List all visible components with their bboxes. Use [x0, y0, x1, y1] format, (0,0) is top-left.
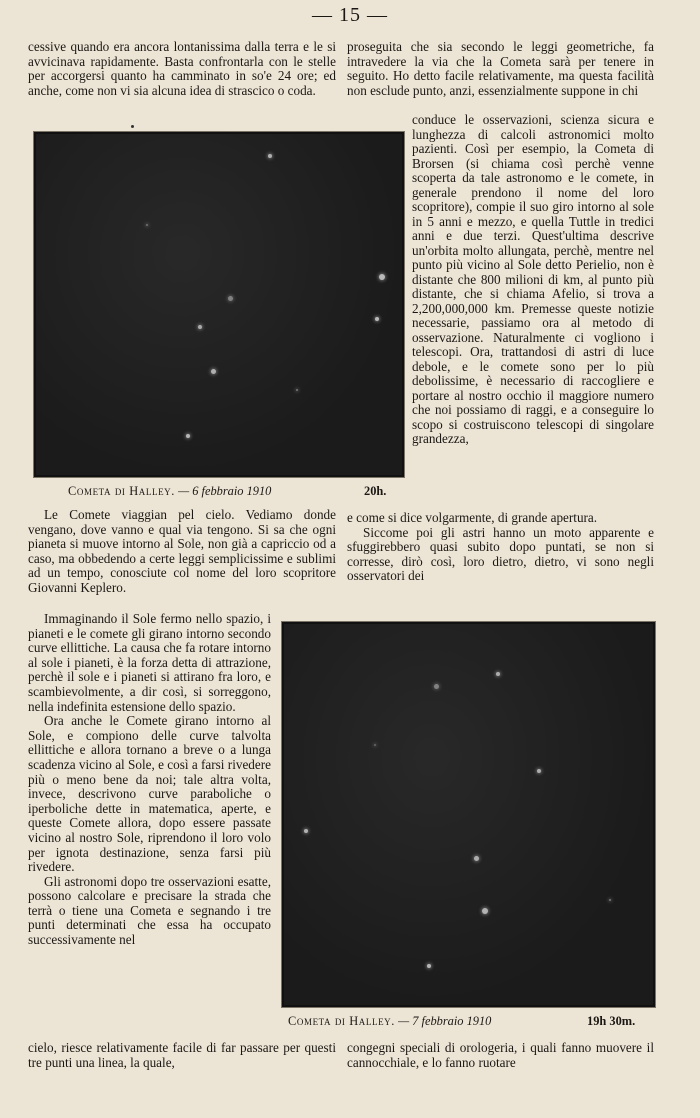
right-column-top-text: [347, 40, 654, 98]
star-icon: [198, 325, 202, 329]
right-column-bottom-text: [347, 1041, 654, 1070]
paragraph: Ora anche le Comete girano intorno al Sole, e compiono delle curve talvolta ellittiche e allora tornano a breve o a lunga scadenza vicino al Sole, e così a farsi rivedere più o meno bene da noi; tale altra volta, invece, descrivono curve paraboliche o iperboliche dette in matematica, aperte, e queste Comete allora, dopo essere passate vicino al nostro Sole, riprendono il loro volo per ignota destinazione, senza farsi più rivedere.: [28, 713, 271, 875]
caption-time-2: 19h 30m.: [587, 1014, 636, 1028]
star-icon: [228, 296, 233, 301]
star-icon: [296, 389, 298, 391]
star-icon: [374, 744, 376, 746]
caption-time-1: 20h.: [364, 484, 387, 498]
star-icon: [304, 829, 308, 833]
paragraph: Siccome poi gli astri hanno un moto apparente e sfuggirebbero quasi subito dopo puntati, se non si corresse, dirò così, loro dietro, dietro, vi sono negli osservatori dei: [347, 524, 654, 584]
comet-photo-feb-7: [282, 622, 655, 1007]
caption-title: Cometa di Halley.: [68, 484, 175, 498]
left-column-bottom-text: [28, 1041, 336, 1070]
star-icon: [537, 769, 541, 773]
left-column-narrow-text: [28, 612, 271, 948]
caption-photo-2: [288, 1014, 491, 1029]
caption-date: — 6 febbraio 1910: [178, 484, 272, 498]
paragraph: cessive quando era ancora lontanissima dalla terra e le si avvicinava rapidamente. Basta confrontarla con le stelle per accorgersi quanto ha camminato in so'e 24 ore; ed anche, come non vi sia alcuna idea di strascico o coda.: [28, 39, 336, 98]
star-icon: [186, 434, 190, 438]
paragraph: Le Comete viaggian pel cielo. Vediamo donde vengano, dove vanno e qual via tengono. Si sa che ogni pianeta si muove intorno al Sole, non già a capriccio od a caso, ma obbedendo a certe leggi semplicissime e sublimi ad un tempo, conosciute col nome del loro scopritore Giovanni Keplero.: [28, 507, 336, 595]
speck: [131, 125, 134, 128]
paragraph: congegni speciali di orologeria, i quali fanno muovere il cannocchiale, e lo fanno ruotare: [347, 1040, 654, 1070]
right-column-mid-text: [347, 511, 654, 584]
paragraph: e come si dice volgarmente, di grande apertura.: [347, 510, 598, 525]
paragraph: conduce le osservazioni, scienza sicura e lunghezza di calcoli astronomici molto pazienti. Così per esempio, la Cometa di Brorsen (si chiama così perchè venne scoperta da tale astronomo e le comete, in generale prendono il nome del loro scopritore), compie il suo giro intorno al sole in 5 anni e mezzo, e quella Tuttle in tredici anni e due terzi. Quest'ultima descrive un'orbita molto allungata, perchè, mentre nel punto più vicino al Sole detto Perielio, non è distante che 800 milioni di km, al punto più distante, che si chiama Afelio, si trova a 2,200,000,000 km. Premesse queste notizie necessarie, passiamo ora al metodo di osservazione. Naturalmente ci vogliono i telescopi. Ora, trattandosi di astri di luce debole, e le comete sono per lo più debolissime, è necessario di raccogliere e portare al nostro occhio il maggiore numero che noi possiamo di raggi, e a conseguire lo scopo si costruiscono telescopi di singolare grandezza,: [412, 112, 654, 446]
star-icon: [211, 369, 216, 374]
star-icon: [146, 224, 148, 226]
star-icon: [474, 856, 479, 861]
star-icon: [268, 154, 272, 158]
star-icon: [482, 908, 488, 914]
paragraph: Immaginando il Sole fermo nello spazio, i pianeti e le comete gli girano intorno secondo curve ellittiche. La causa che fa rotare intorno al sole i pianeti, è la forza detta di attrazione, perchè il sole e i pianeti si attirano fra loro, e scambievolmente, a dir così, si sorreggono, nella indefinita estensione dello spazio.: [28, 611, 271, 714]
right-column-wrap-text: [412, 113, 654, 447]
caption-title: Cometa di Halley.: [288, 1014, 395, 1028]
page-number: — 15 —: [312, 4, 388, 26]
left-column-mid-text: [28, 508, 336, 596]
star-icon: [434, 684, 439, 689]
paragraph: proseguita che sia secondo le leggi geometriche, fa intravedere la via che la Cometa sarà per tenere in seguito. Ho detto facile relativamente, ma questa facilità non esclude punto, anzi, essenzialmente suppone in chi: [347, 39, 654, 98]
paragraph: cielo, riesce relativamente facile di far passare per questi tre punti una linea, la quale,: [28, 1040, 336, 1070]
star-icon: [375, 317, 379, 321]
paragraph: Gli astronomi dopo tre osservazioni esatte, possono calcolare e precisare la strada che terrà o tiene una Cometa e segnando i tre punti determinati che essa ha occupato successivamente nel: [28, 873, 271, 948]
comet-photo-feb-6: [34, 132, 404, 477]
star-icon: [427, 964, 431, 968]
caption-date: — 7 febbraio 1910: [398, 1014, 492, 1028]
star-icon: [379, 274, 385, 280]
star-icon: [609, 899, 611, 901]
caption-photo-1: [68, 484, 271, 499]
left-column-top-text: [28, 40, 336, 98]
star-icon: [496, 672, 500, 676]
